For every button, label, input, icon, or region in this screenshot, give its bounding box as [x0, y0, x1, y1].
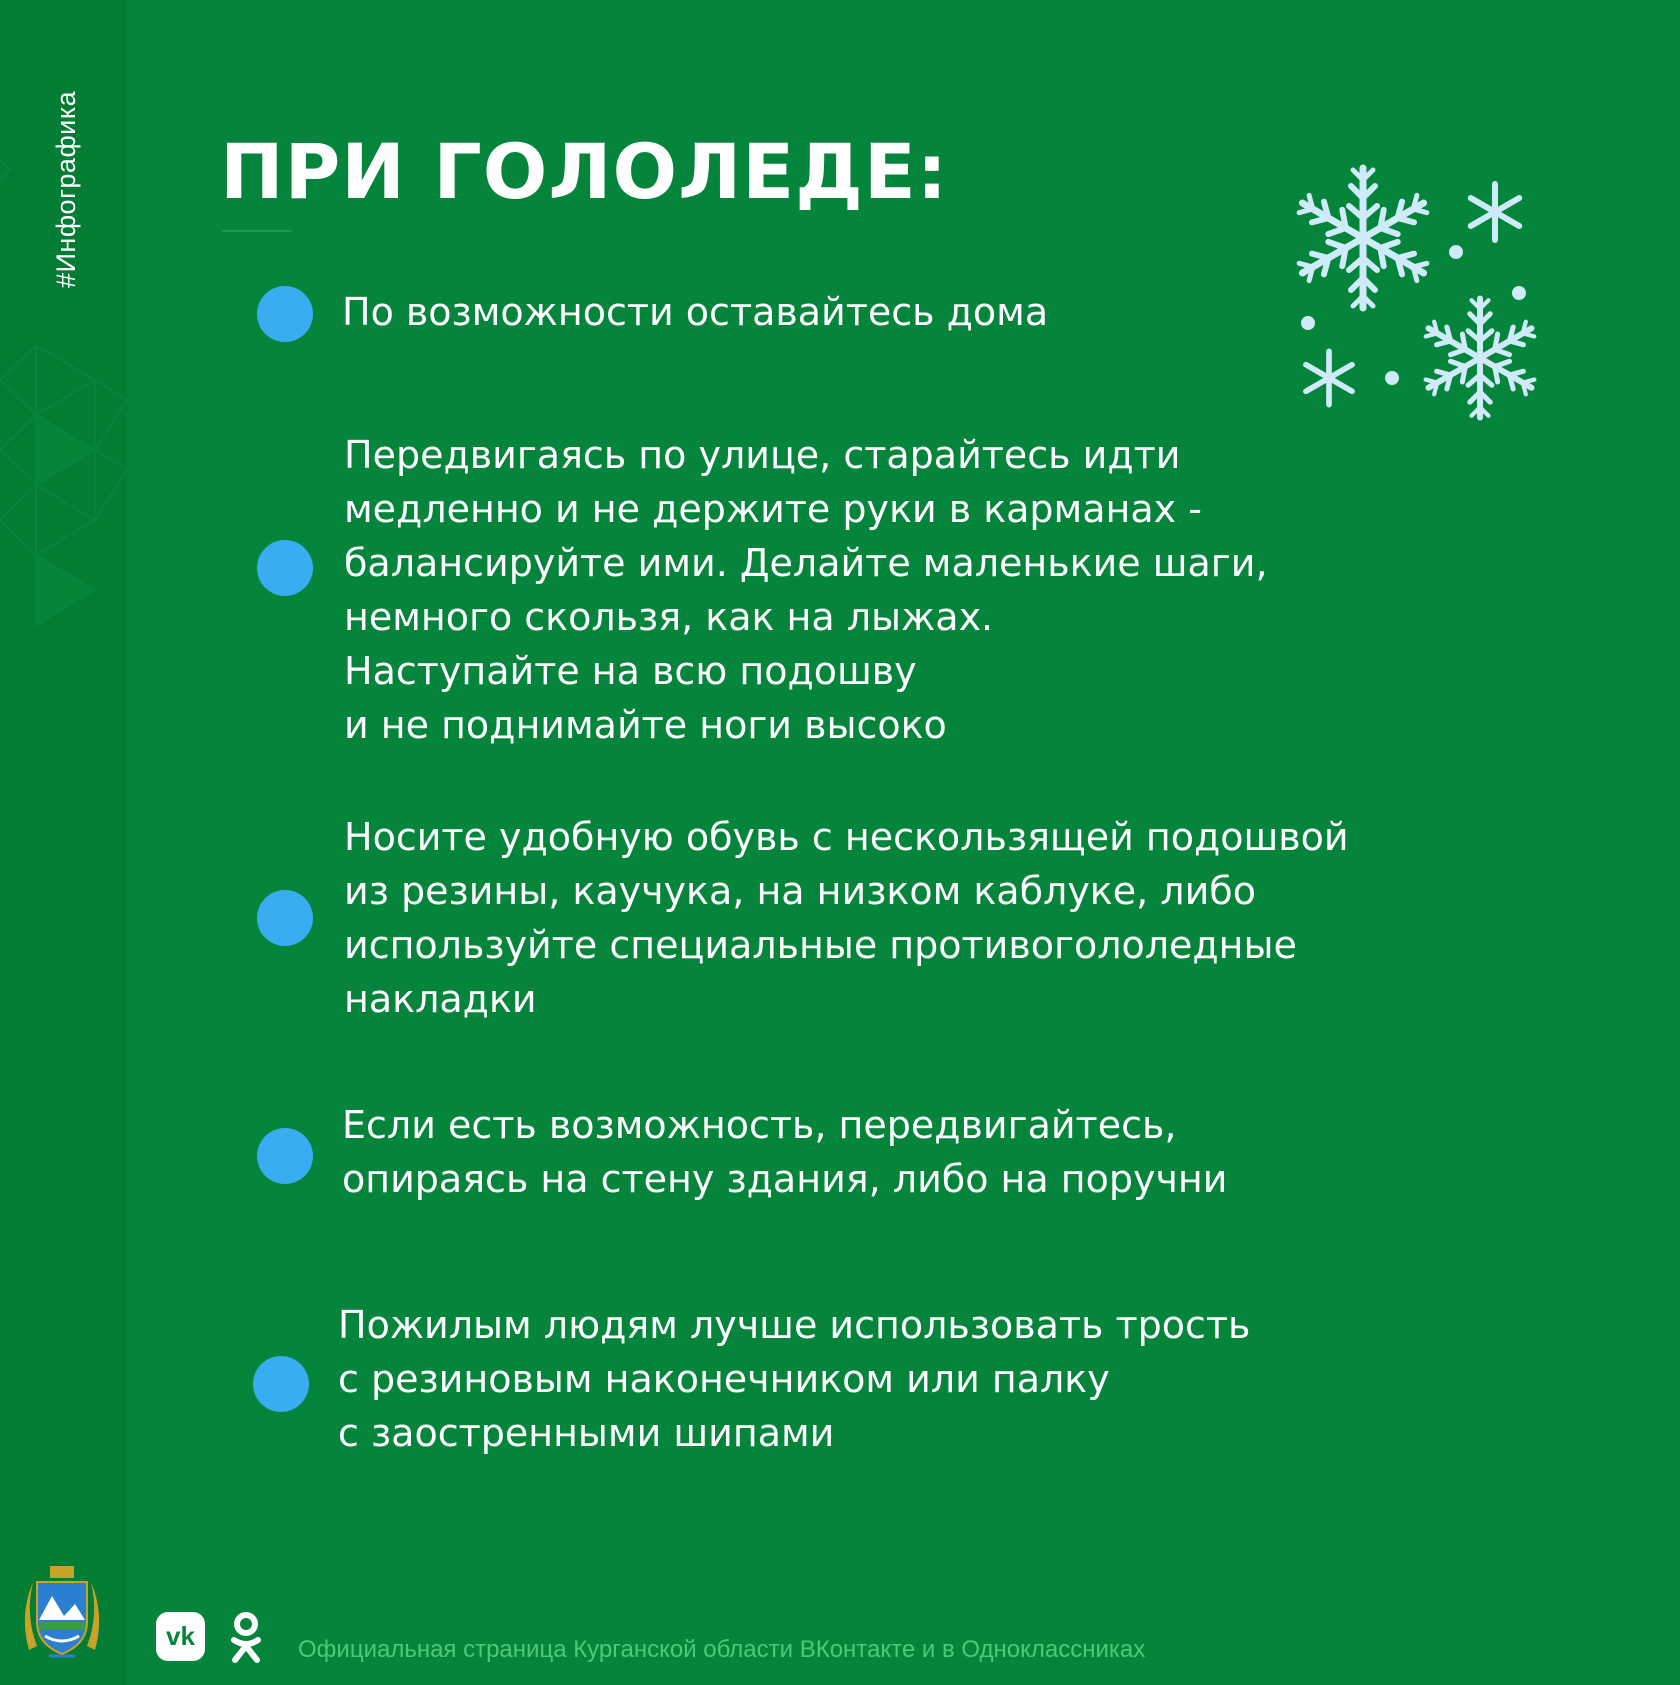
- snowflakes-icon: [1278, 160, 1568, 430]
- hashtag-label: #Инфографика: [51, 90, 81, 288]
- list-item-text: Если есть возможность, передвигайтесь, опираясь на стену здания, либо на поручни: [342, 1103, 1228, 1201]
- odnoklassniki-icon[interactable]: [228, 1610, 264, 1666]
- left-sidebar: [0, 0, 127, 1685]
- vk-icon-glyph: vk: [166, 1621, 195, 1651]
- bullet-icon: [257, 286, 313, 342]
- list-item-text: По возможности оставайтесь дома: [342, 290, 1049, 334]
- list-item-text: Носите удобную обувь с нескользящей подошвой из резины, каучука, на низком каблуке, либо используйте специальные противогололедные накладки: [344, 815, 1349, 1021]
- kurgan-coat-of-arms-icon: [19, 1560, 105, 1660]
- bullet-icon: [257, 890, 313, 946]
- bullet-icon: [253, 1356, 309, 1412]
- vk-icon[interactable]: [156, 1612, 205, 1661]
- title-divider: [222, 230, 292, 232]
- list-item-text: Пожилым людям лучше использовать трость с резиновым наконечником или палку с заостренными шипами: [338, 1303, 1251, 1455]
- bullet-icon: [257, 1128, 313, 1184]
- footer-caption: Официальная страница Курганской области ВКонтакте и в Одноклассниках: [298, 1636, 1146, 1663]
- bullet-icon: [257, 540, 313, 596]
- list-item-text: Передвигаясь по улице, старайтесь идти медленно и не держите руки в карманах - балансируйте ими. Делайте маленькие шаги, немного скользя, как на лыжах. Наступайте на всю подошву и не поднимайте ноги высоко: [344, 433, 1268, 747]
- page-title: ПРИ ГОЛОЛЕДЕ:: [220, 127, 949, 216]
